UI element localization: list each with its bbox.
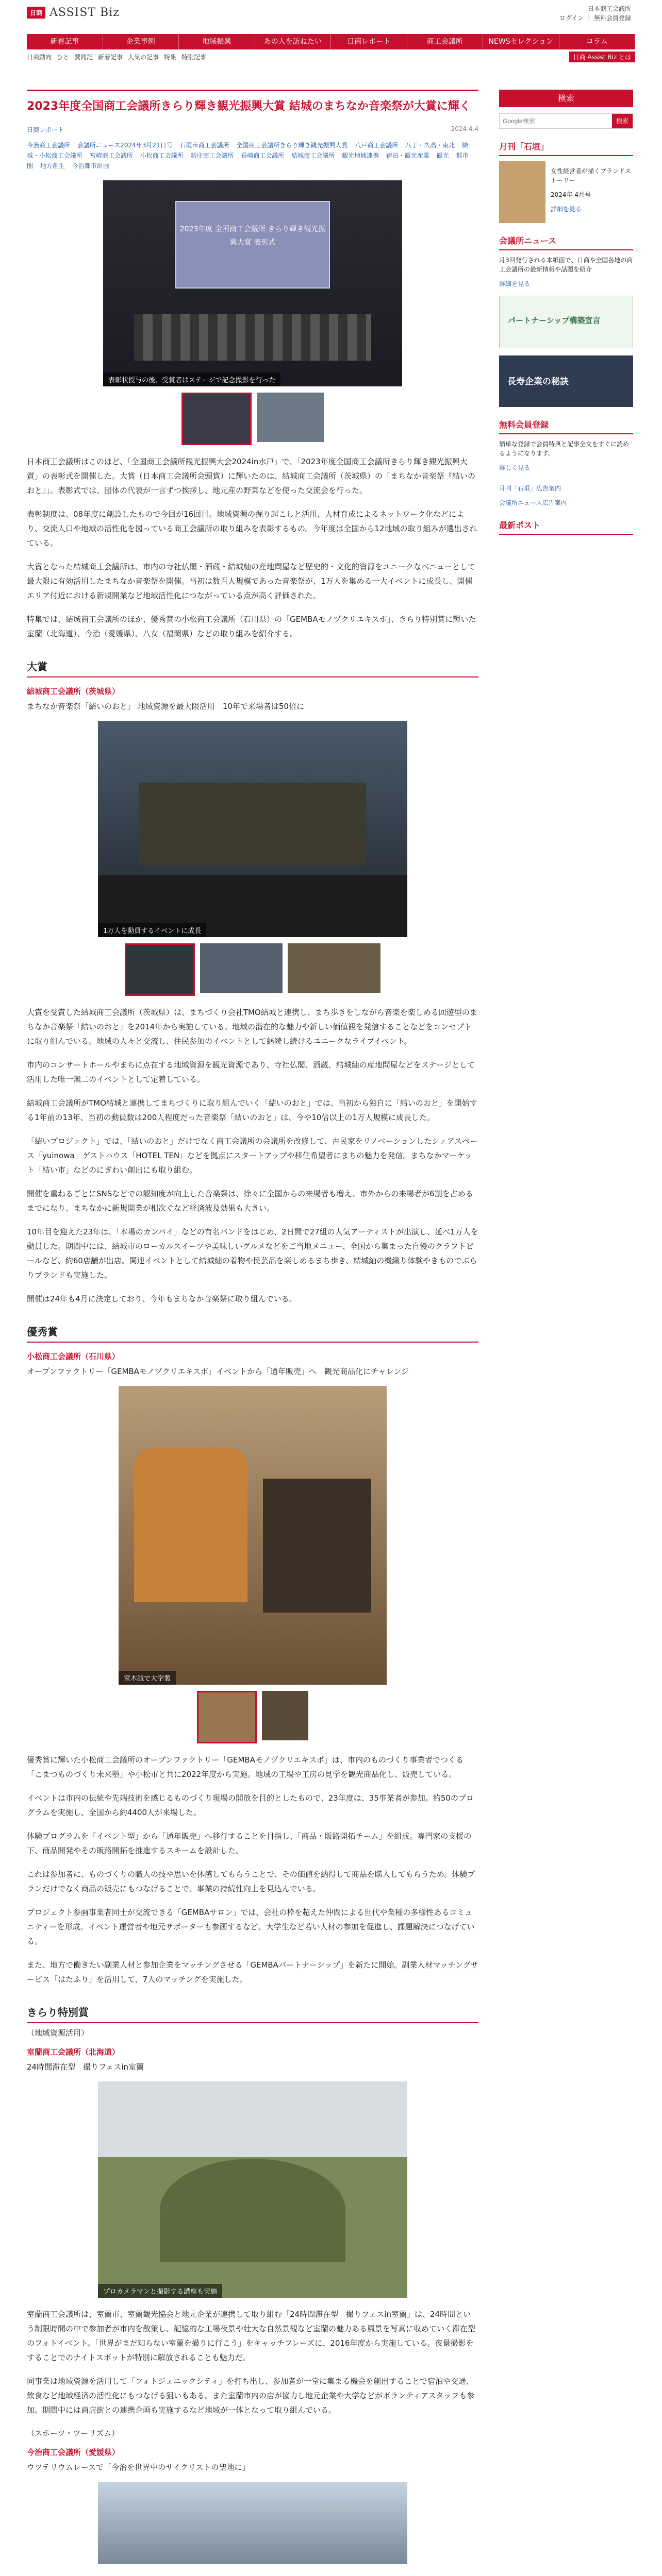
about-link[interactable]: 日商 Assist Biz とは xyxy=(569,52,635,62)
nav-item-column[interactable]: コラム xyxy=(559,34,636,49)
paragraph: 「結いプロジェクト」では、「結いのおと」だけでなく商工会議所の会議所を改修して、古民家をリノベーションしたシェアスペース「yuinowa」ゲストハウス「HOTEL TEN」などを拠点にスタートアップや移住希望者にまちの魅力を発信。まちなかマーケット「結い市」などのにぎわい創出にも取り組む。 xyxy=(27,1137,478,1175)
hero-thumbs xyxy=(27,393,478,445)
article xyxy=(27,90,478,2564)
ad-link[interactable]: 月刊「石垣」広告案内 xyxy=(499,485,561,492)
paragraph: 大賞を受賞した結城商工会議所（茨城県）は、まちづくり会社TMO結城と連携し、まち歩きをしながら音楽を楽しめる回遊型のまちなか音楽祭「結いのおと」を2014年から実施している。地域の潜在的な魅力や新しい価値観を発信することなどをコンセプトに取り組んでいる。地域の人々と交流し、住民参加のイベントとして継続し続けるユニークなライブイベント。 xyxy=(27,1008,477,1046)
org-name: 結城商工会議所（茨城県） xyxy=(27,687,120,696)
tag-link[interactable]: 八戸商工会議所 xyxy=(355,142,399,149)
tag-link[interactable]: 長崎商工会議所 xyxy=(241,152,285,159)
tag-link[interactable]: 新庄商工会議所 xyxy=(190,152,234,159)
subnav-item[interactable]: 新着記事 xyxy=(98,53,123,61)
free-desc: 簡単な登録で会員特典と記事全文をすぐに読めるようになります。 xyxy=(499,440,630,457)
photo-fest-photo[interactable] xyxy=(98,2081,407,2298)
partnership-banner[interactable] xyxy=(499,296,633,348)
thumb-2[interactable] xyxy=(262,1691,308,1740)
paragraph: 市内のコンサートホールやまちに点在する地域資源を観光資源であり、寺社仏閣、酒蔵、結城紬の産地問屋などをステージとして活用した唯一無二のイベントとして定着している。 xyxy=(27,1060,475,1084)
article-title: 2023年度全国商工会議所きらり輝き観光振興大賞 結城のまちなか音楽祭が大賞に輝く xyxy=(27,90,478,115)
paragraph: 結城商工会議所がTMO結城と連携してまちづくりに取り組んでいく「結いのおと」では、当初から独自に「結いのおと」を開始する1年前の13年、当初の動員数は200人程度だった音楽祭「結いのおと」は、今や10倍以上の1万人規模に成長した。 xyxy=(27,1098,477,1122)
tag-link[interactable]: 八丁・久高・東北 xyxy=(405,142,455,149)
tag-link[interactable]: 都市圏 xyxy=(27,152,469,170)
tag-link[interactable]: 地方創生 xyxy=(40,162,65,170)
news-desc: 月3回発行される本紙面で、日商や全国各地の商工会議所の最新情報や話題を紹介 xyxy=(499,257,633,273)
paragraph: イベントは市内の伝統や先端技術を感じるものづくり現場の開放を目的としたもので、23年度は、35事業者が参加。約50のプログラムを実施し、全国から約4400人が来場した。 xyxy=(27,1793,474,1817)
magazine-cover[interactable] xyxy=(499,161,545,223)
paragraph: 体験プログラムを「イベント型」から「通年販売」へ移行することを目指し、「商品・販路開拓チーム」を組成。専門家の支援の下、商品開発やその販路開拓を推進するスキームを設計した。 xyxy=(27,1832,472,1855)
search-box xyxy=(499,113,633,129)
section-region: （地域資源活用） xyxy=(27,2028,89,2038)
section-subtitle: 24時間滞在型 撮りフェスin室蘭 xyxy=(27,2062,144,2072)
award-stage xyxy=(134,314,371,361)
longevity-banner[interactable] xyxy=(499,355,633,407)
banner-text: パートナーシップ構築宣言 xyxy=(508,316,601,325)
org-name: 小松商工会議所（石川県） xyxy=(27,1352,120,1361)
craft-photo[interactable] xyxy=(119,1386,387,1685)
tag-link[interactable]: 会議所ニュース2024年3月21日号 xyxy=(77,142,173,149)
nav-item-news[interactable]: NEWSセレクション xyxy=(483,34,559,49)
tag-link[interactable]: 観光 xyxy=(436,152,449,159)
tag-link[interactable]: 全国商工会議所きらり輝き観光振興大賞 xyxy=(236,142,348,149)
search-button[interactable]: 検索 xyxy=(612,114,633,128)
sidebar xyxy=(499,90,633,535)
hero-photo[interactable] xyxy=(103,180,402,386)
tag-link[interactable]: 石垣市商工会議所 xyxy=(179,142,229,149)
nav-item-regional[interactable]: 地域振興 xyxy=(179,34,255,49)
thumb-1[interactable] xyxy=(181,393,252,445)
main-nav xyxy=(27,34,635,49)
register-link[interactable]: 無料会員登録 xyxy=(593,14,631,22)
article-date: 2024.4.4 xyxy=(451,125,478,132)
subnav-item[interactable]: 賛同記 xyxy=(74,53,93,61)
tag-link[interactable]: 今治商工会議所 xyxy=(27,142,71,149)
section-heading: きらり特別賞 xyxy=(27,2004,478,2023)
free-link[interactable]: 詳しく見る xyxy=(499,464,531,471)
nav-item-visit[interactable]: あの人を訪ねたい xyxy=(255,34,332,49)
org-name: 今治商工会議所（愛媛県） xyxy=(27,2448,120,2457)
thumb-3[interactable] xyxy=(288,943,380,993)
craftsperson xyxy=(134,1448,247,1602)
subnav-item[interactable]: 特別記事 xyxy=(181,53,207,61)
thumb-1[interactable] xyxy=(125,943,195,996)
top-links: 日本商工会議所 ログイン ｜ 無料会員登録 xyxy=(559,5,631,22)
nav-item-report[interactable]: 日商レポート xyxy=(331,34,407,49)
paragraph: プロジェクト参画事業者同士が交流できる「GEMBAサロン」では、会社の枠を超えた仲間による世代や業種の多様性あるコミュニティーを形成。イベント運営者や地元サポーターも参画するなど、大学生など若い人材の参加を促進し、課題解決につなげている。 xyxy=(27,1908,475,1946)
paragraph: 同事業は地域資源を活用して「フォトジェニックシティ」を打ち出し、参加者が一堂に集まる機会を創出することで宿泊や交通、飲食など地域経済の活性化にもつなげる狙いもある。また室蘭市内の店が協力し地元企業や大学などがボランティアスタッフも参加。期間中には商店街との連携企画も実施するなど地域が一体となって取り組んでいる。 xyxy=(27,2377,475,2415)
logo-text: ASSIST Biz xyxy=(49,6,120,19)
monthly-date: 2024年 4月号 xyxy=(551,191,591,198)
paragraph: 日本商工会議所はこのほど、「全国商工会議所観光振興大会2024in水戸」で、「2023年度全国商工会議所きらり輝き観光振興大賞」の表彰式を開催した。大賞（日本商工会議所会頭賞）に輝いたのは、結城商工会議所（茨城県）の「まちなか音楽祭『結いのおと』」。表彰式では、団体の代表が一言ずつ挨拶し、地元産の野菜などを使った交流会を行った。 xyxy=(27,457,476,495)
paragraph: また、地方で働きたい副業人材と参加企業をマッチングさせる「GEMBAパートナーシップ」を新たに開始。副業人材マッチングサービス「はたふり」を活用して、7人のマッチングを実施した。 xyxy=(27,1960,478,1984)
banner-text: 長寿企業の秘訣 xyxy=(507,377,569,387)
tag-link[interactable]: 観光地域連携 xyxy=(342,152,379,159)
news-title: 会議所ニュース xyxy=(499,234,633,250)
concert-thumbs xyxy=(27,943,478,996)
cycling-photo[interactable] xyxy=(98,2482,407,2564)
article-category[interactable]: 日商レポート xyxy=(27,126,64,133)
workshop-visitor xyxy=(263,1479,371,1613)
nav-item-chamber[interactable]: 商工会議所 xyxy=(407,34,484,49)
login-link[interactable]: ログイン xyxy=(559,14,584,22)
concert-photo[interactable] xyxy=(98,721,407,937)
paragraph: 優秀賞に輝いた小松商工会議所のオープンファクトリー「GEMBAモノヅクリエキスポ」は、市内のものづくり事業者でつくる「こまつものづくり未来塾」や小松市と共に2022年度から実施。地域の工場や工房の見学を観光商品化し、販売している。 xyxy=(27,1755,464,1779)
ceremony-sign: 2023年度 全国商工会議所 きらり輝き観光振興大賞 表彰式 xyxy=(175,201,330,289)
section-subtitle: まちなか音楽祭「結いのおと」 地域資源を最大限活用 10年で来場者は50倍に xyxy=(27,702,304,711)
tag-link[interactable]: 宿泊・観光産業 xyxy=(386,152,429,159)
thumb-2[interactable] xyxy=(257,393,324,442)
tag-list xyxy=(27,140,478,171)
section-subtitle: ウツテリウムレースで「今治を世界中のサイクリストの聖地に」 xyxy=(27,2463,250,2472)
photo-caption: プロカメラマンと撮影する講座も実施 xyxy=(98,2284,222,2298)
subnav-item[interactable]: ひと xyxy=(57,53,70,61)
subnav-item[interactable]: 人気の記事 xyxy=(128,53,159,61)
site-logo[interactable] xyxy=(27,6,120,19)
craft-thumbs xyxy=(27,1691,478,1743)
latest-title: 最新ポスト xyxy=(499,519,633,535)
stage-area xyxy=(139,783,366,865)
logo-badge: 日商 xyxy=(27,7,45,19)
tag-link[interactable]: 結城・小松商工会議所 xyxy=(27,142,468,159)
thumb-2[interactable] xyxy=(200,943,283,993)
subnav-item[interactable]: 日商動向 xyxy=(27,53,52,61)
paragraph: 10年目を迎えた23年は、「本場のカンパイ」などの有名バンドをはじめ、2日間で27組の人気アーティストが出演し、延べ1万人を動員した。期間中には、結城市のローカルスイーツや美味しいグルメなどをご当地メニュー、全国から集まった自慢のクラフトビールなど、約60店舗が出店。関連イベントとして結城紬の着物や民芸品を楽しめるまち歩き、結城紬の機織り体験やきものでぶらりブランドも実施した。 xyxy=(27,1227,478,1280)
nav-item-new[interactable]: 新着記事 xyxy=(27,34,103,49)
section-heading: 優秀賞 xyxy=(27,1324,478,1343)
top-bar xyxy=(0,0,662,26)
monthly-link[interactable]: 詳細を見る xyxy=(551,206,582,213)
paragraph: 開催は24年も4月に決定しており、今年もまちなか音楽祭に取り組んでいる。 xyxy=(27,1294,297,1303)
nav-item-cases[interactable]: 企業事例 xyxy=(103,34,179,49)
monthly-title: 月刊「石垣」 xyxy=(499,140,633,156)
hill-area xyxy=(160,2159,345,2262)
paragraph: 開催を重ねるごとにSNSなどでの認知度が向上した音楽祭は、徐々に全国からの来場者も増え、市外からの来場者が6割を占めるまでになり、まちなかに新規開業が相次ぐなど経済波及効果も大きい。 xyxy=(27,1189,473,1213)
monthly-desc: 女性経営者が描くブランドストーリー xyxy=(551,167,631,184)
photo-caption: 1万人を動員するイベントに成長 xyxy=(98,923,206,937)
jcci-link[interactable]: 日本商工会議所 xyxy=(587,5,631,12)
tag-link[interactable]: 結城商工会議所 xyxy=(291,152,335,159)
ad-link[interactable]: 会議所ニュース広告案内 xyxy=(499,499,567,506)
photo-caption: 室木誠で大学製 xyxy=(119,1671,176,1685)
thumb-1[interactable] xyxy=(197,1691,257,1743)
paragraph: 表彰制度は、08年度に創設したもので今回が16回目。地域資源の掘り起こしと活用、人材育成によるネットワーク化などにより、交流人口や地域の活性化を図っている商工会議所の取り組みを表彰するもの。今年度は全国から12地域の取り組みが選出されている。 xyxy=(27,510,477,548)
paragraph: これは参加者に、ものづくりの職人の技や思いを体感してもらうことで、その価値を納得して商品を購入してもらうため。体験プランだけでなく商品の販売にもつなげることで、事業の持続性向上を見込んでいる。 xyxy=(27,1870,475,1893)
tag-link[interactable]: 今治都市計画 xyxy=(72,162,109,170)
search-title: 検索 xyxy=(499,90,633,107)
sub-nav xyxy=(27,50,635,63)
paragraph: 室蘭商工会議所は、室蘭市、室蘭観光協会と地元企業が連携して取り組む「24時間滞在型 撮りフェスin室蘭」は、24時間という制限時間の中で参加者が市内を散策し、記憶的な工場夜景や壮大な自然景観など室蘭の魅力ある風景を写真に収めていく滞在型のフォトイベント。「世界がまだ知らない室蘭を撮りに行こう」をキャッチフレーズに、2016年度から実施している。夜景撮影をすることでのナイトスポットが特別に解放されることも魅力だ。 xyxy=(27,2310,476,2362)
tag-link[interactable]: 宮崎商工会議所 xyxy=(89,152,133,159)
section-region: （スポーツ・ツーリズム） xyxy=(27,2429,120,2438)
photo-caption: 表彰状授与の後、受賞者はステージで記念撮影を行った xyxy=(103,372,280,386)
paragraph: 大賞となった結城商工会議所は、市内の寺社仏閣・酒蔵・結城紬の産地問屋など歴史的・文化的資源をユニークなベニューとして最大限に有効活用したまちなか音楽祭を開催。当初は数百人規模であった音楽祭が、1万人を集める一大イベントに成長し、開催エリア付近における新規開業など地域活性化につながっている点が高く評価された。 xyxy=(27,562,476,600)
subnav-item[interactable]: 特集 xyxy=(164,53,177,61)
section-heading: 大賞 xyxy=(27,658,478,677)
org-name: 室蘭商工会議所（北海道） xyxy=(27,2047,120,2057)
paragraph: 特集では、結城商工会議所のほか、優秀賞の小松商工会議所（石川県）の「GEMBAモノヅクリエキスポ」、きらり特別賞に輝いた室蘭（北海道）、今治（愛媛県）、八女（福岡県）などの取り組みを紹介する。 xyxy=(27,615,476,638)
section-subtitle: オープンファクトリー「GEMBAモノヅクリエキスポ」イベントから「通年販売」へ 観光商品化にチャレンジ xyxy=(27,1367,409,1376)
tag-link[interactable]: 小松商工会議所 xyxy=(140,152,184,159)
free-title: 無料会員登録 xyxy=(499,418,633,434)
news-link[interactable]: 詳細を見る xyxy=(499,280,531,287)
search-input[interactable] xyxy=(500,114,612,128)
